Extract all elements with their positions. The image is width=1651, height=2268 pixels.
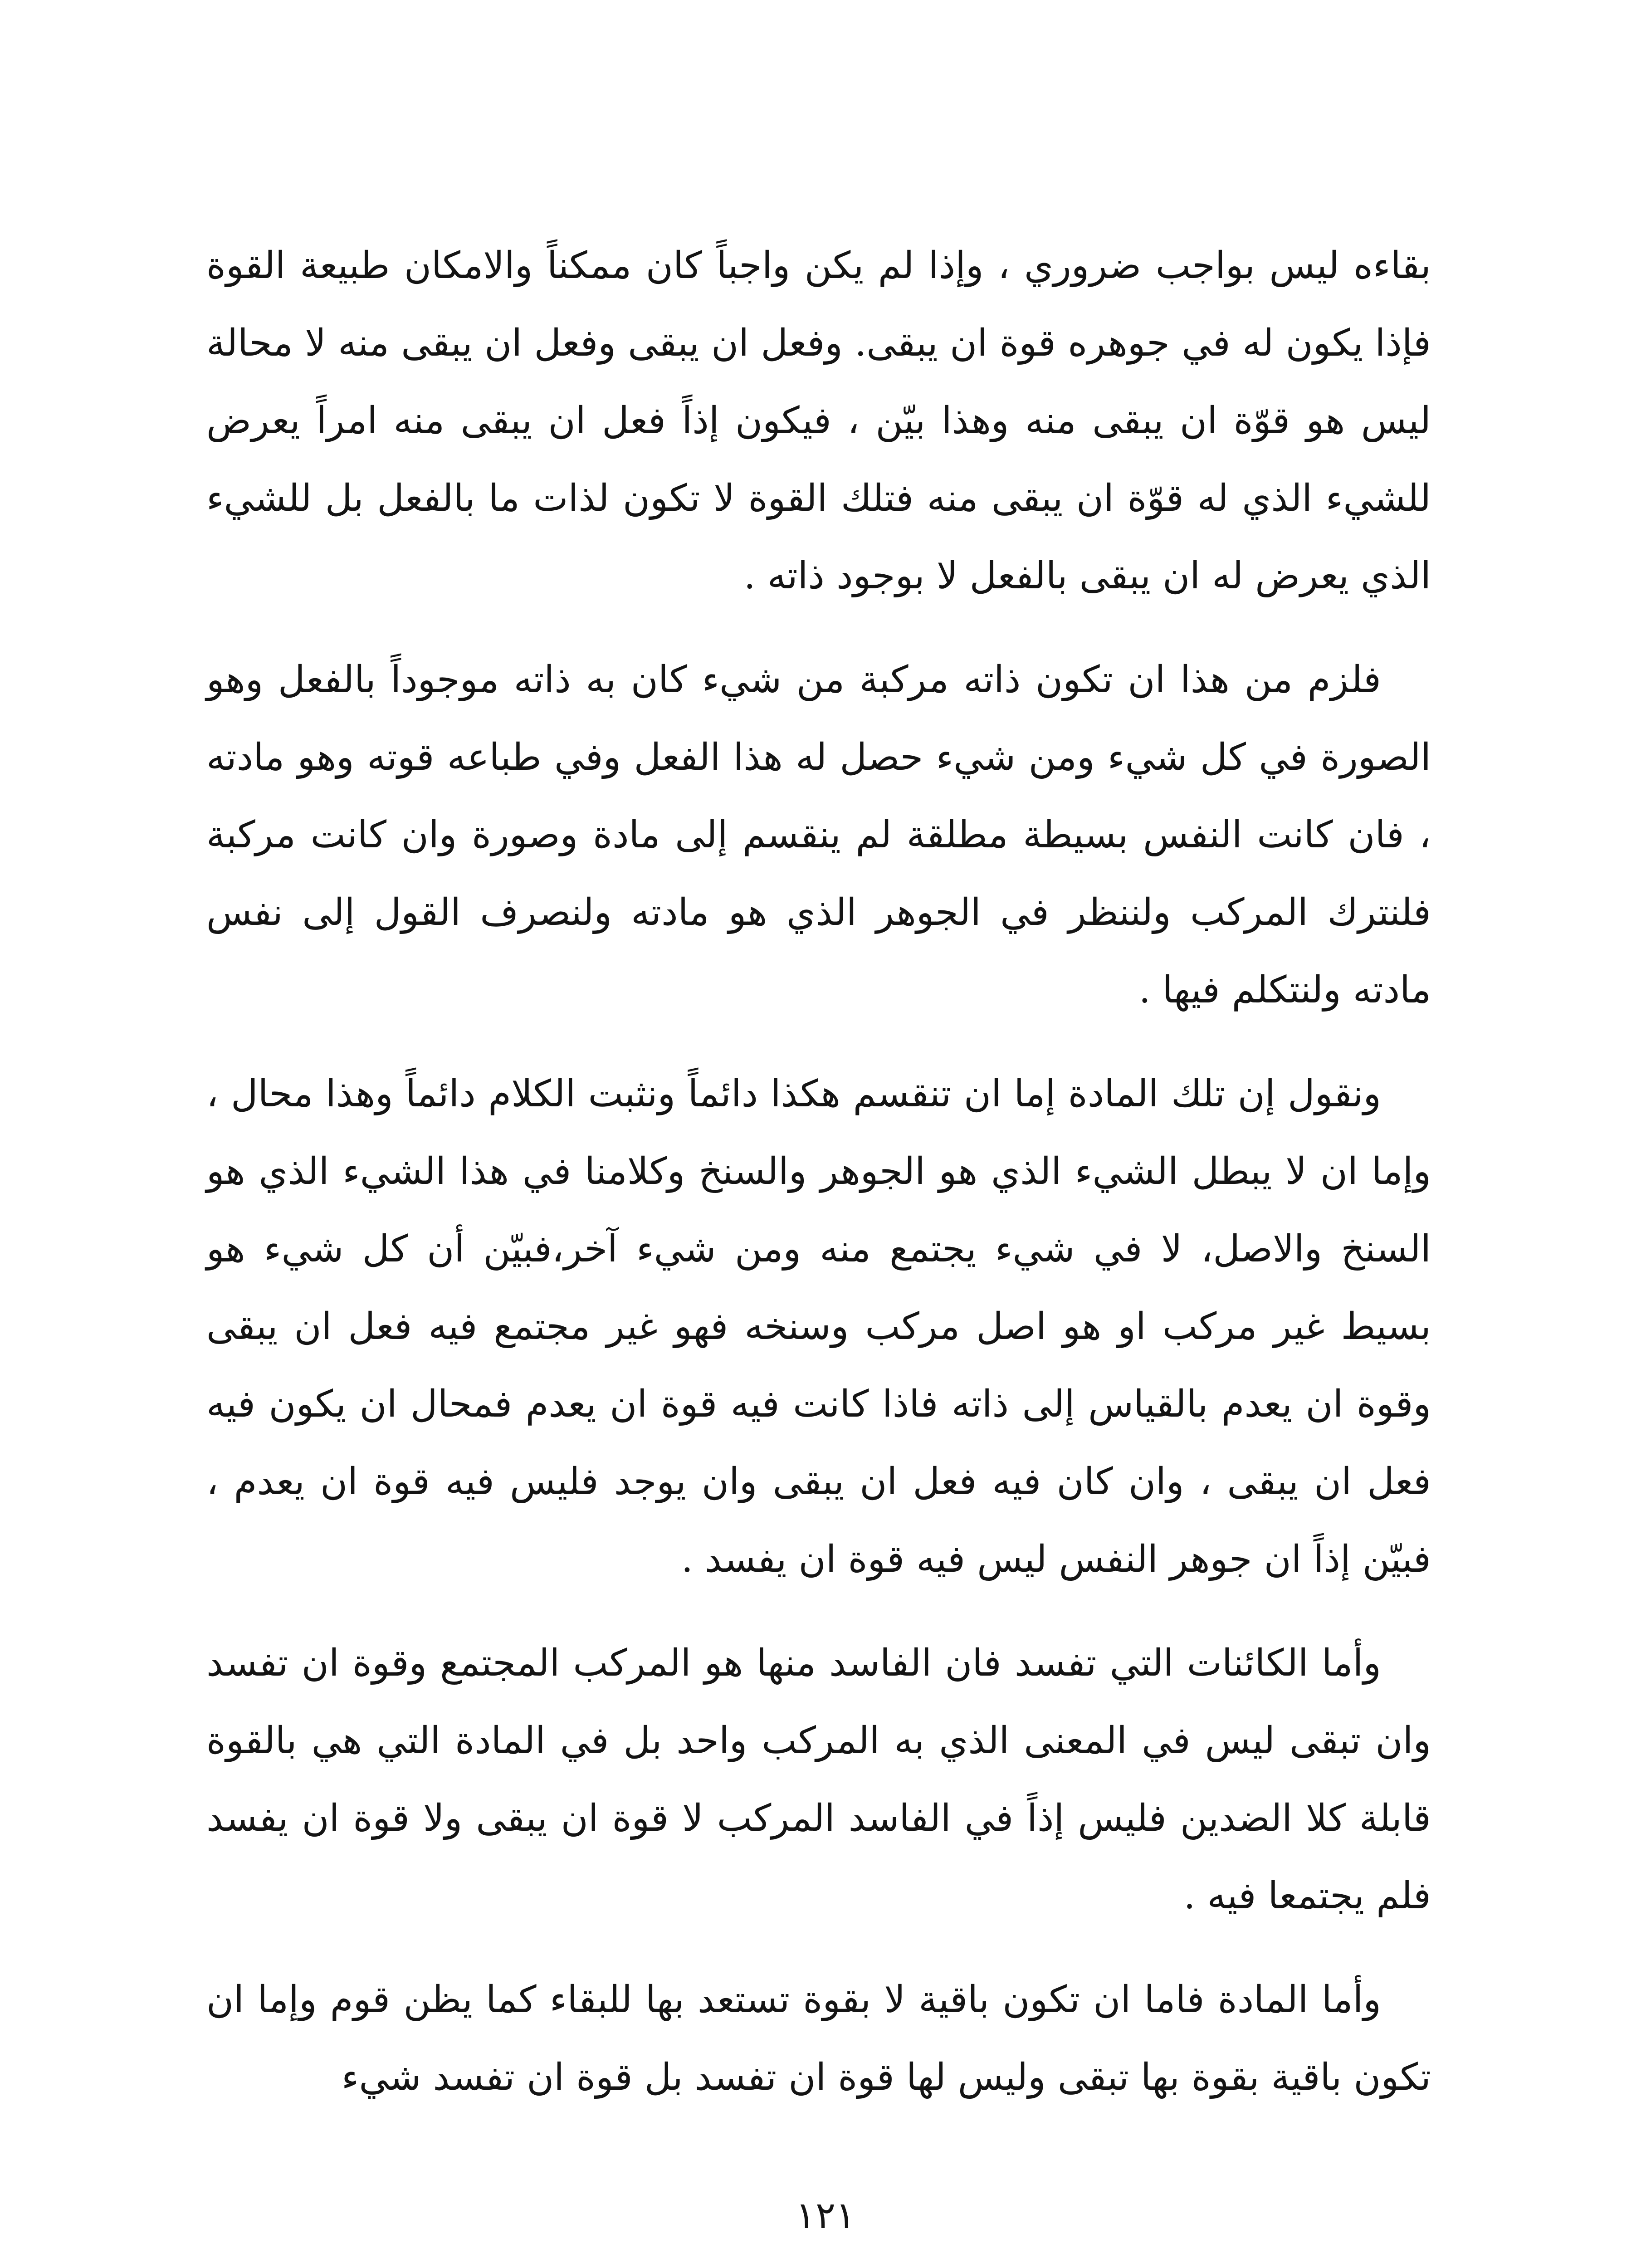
paragraph-5: وأما المادة فاما ان تكون باقية لا بقوة تستعد بها للبقاء كما يظن قوم وإما ان تكون باقية بقوة بها تبقى وليس لها قوة ان تفسد بل قوة ان تفسد شيء <box>206 1978 1431 2099</box>
paragraph-1: بقاءه ليس بواجب ضروري ، وإذا لم يكن واجباً كان ممكناً والامكان طبيعة القوة فإذا يكون له في جوهره قوة ان يبقى. وفعل ان يبقى وفعل ان يبقى منه لا محالة ليس هو قوّة ان يبقى منه وهذا بيّن ، فيكون إذاً فعل ان يبقى منه امراً يعرض للشيء الذي له قوّة ان يبقى منه فتلك القوة لا تكون لذات ما بالفعل بل للشيء الذي يعرض له ان يبقى بالفعل لا بوجود ذاته . <box>206 244 1431 597</box>
body-text <box>206 227 1431 2142</box>
paragraph-2: فلزم من هذا ان تكون ذاته مركبة من شيء كان به ذاته موجوداً بالفعل وهو الصورة في كل شيء ومن شيء حصل له هذا الفعل وفي طباعه قوته وهو مادته ، فان كانت النفس بسيطة مطلقة لم ينقسم إلى مادة وصورة وان كانت مركبة فلنترك المركب ولننظر في الجوهر الذي هو مادته ولنصرف القول إلى نفس مادته ولنتكلم فيها . <box>206 658 1431 1012</box>
page-number: ١٢١ <box>795 2194 856 2237</box>
paragraph-3: ونقول إن تلك المادة إما ان تنقسم هكذا دائماً ونثبت الكلام دائماً وهذا محال ، وإما ان لا يبطل الشيء الذي هو الجوهر والسنخ وكلامنا في هذا الشيء الذي هو السنخ والاصل، لا في شيء يجتمع منه ومن شيء آخر،فبيّن أن كل شيء هو بسيط غير مركب او هو اصل مركب وسنخه فهو غير مجتمع فيه فعل ان يبقى وقوة ان يعدم بالقياس إلى ذاته فاذا كانت فيه قوة ان يعدم فمحال ان يكون فيه فعل ان يبقى ، وان كان فيه فعل ان يبقى وان يوجد فليس فيه قوة ان يعدم ، فبيّن إذاً ان جوهر النفس ليس فيه قوة ان يفسد . <box>206 1072 1431 1581</box>
paragraph-4: وأما الكائنات التي تفسد فان الفاسد منها هو المركب المجتمع وقوة ان تفسد وان تبقى ليس في المعنى الذي به المركب واحد بل في المادة التي هي بالقوة قابلة كلا الضدين فليس إذاً في الفاسد المركب لا قوة ان يبقى ولا قوة ان يفسد فلم يجتمعا فيه . <box>206 1642 1431 1917</box>
